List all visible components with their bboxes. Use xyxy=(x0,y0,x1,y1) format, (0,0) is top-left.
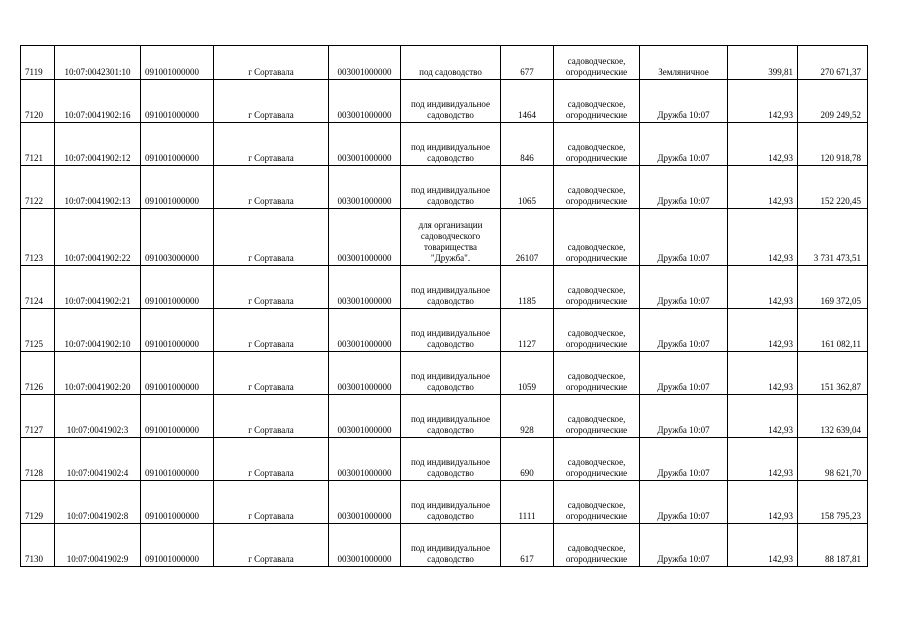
city-cell: г Сортавала xyxy=(214,80,329,123)
land-category-cell xyxy=(554,123,640,166)
area-cell: 846 xyxy=(501,123,554,166)
cadastral-number-cell: 10:07:0041902:8 xyxy=(55,481,141,524)
unit-price-cell: 142,93 xyxy=(728,438,798,481)
city-cell: г Сортавала xyxy=(214,524,329,567)
land-category-line: садоводческое, xyxy=(567,500,626,510)
land-category-line: огороднические xyxy=(565,153,628,163)
land-registry-table xyxy=(20,45,868,567)
location-cell: Дружба 10:07 xyxy=(640,166,728,209)
location-cell: Дружба 10:07 xyxy=(640,481,728,524)
code-cell: 003001000000 xyxy=(329,266,401,309)
permitted-use-line: садоводство xyxy=(427,153,474,163)
permitted-use-line: под индивидуальное xyxy=(410,371,491,381)
permitted-use-cell xyxy=(401,123,501,166)
land-category-line: огороднические xyxy=(565,67,628,77)
code-cell: 003001000000 xyxy=(329,123,401,166)
permitted-use-line: садоводство xyxy=(427,468,474,478)
okato-code-cell: 091001000000 xyxy=(141,438,214,481)
city-cell: г Сортавала xyxy=(214,352,329,395)
okato-code-cell: 091001000000 xyxy=(141,46,214,80)
cadastral-value-cell: 120 918,78 xyxy=(798,123,868,166)
area-cell: 928 xyxy=(501,395,554,438)
row-number-cell: 7127 xyxy=(21,395,55,438)
location-cell: Дружба 10:07 xyxy=(640,309,728,352)
land-category-line: садоводческое, xyxy=(567,56,626,66)
land-category-cell xyxy=(554,209,640,266)
unit-price-cell: 142,93 xyxy=(728,309,798,352)
area-cell: 26107 xyxy=(501,209,554,266)
row-number-cell: 7121 xyxy=(21,123,55,166)
area-cell: 690 xyxy=(501,438,554,481)
table-row xyxy=(21,46,868,80)
location-cell: Дружба 10:07 xyxy=(640,438,728,481)
land-category-cell xyxy=(554,46,640,80)
permitted-use-cell xyxy=(401,209,501,266)
city-cell: г Сортавала xyxy=(214,309,329,352)
permitted-use-line: для организации xyxy=(418,220,483,230)
table-row xyxy=(21,438,868,481)
land-category-line: огороднические xyxy=(565,425,628,435)
permitted-use-line: под индивидуальное xyxy=(410,185,491,195)
location-cell: Дружба 10:07 xyxy=(640,524,728,567)
permitted-use-cell xyxy=(401,395,501,438)
table-row xyxy=(21,166,868,209)
area-cell: 617 xyxy=(501,524,554,567)
table-row xyxy=(21,395,868,438)
unit-price-cell: 142,93 xyxy=(728,524,798,567)
permitted-use-line: садоводство xyxy=(427,511,474,521)
cadastral-number-cell: 10:07:0041902:12 xyxy=(55,123,141,166)
code-cell: 003001000000 xyxy=(329,438,401,481)
land-category-cell xyxy=(554,438,640,481)
row-number-cell: 7129 xyxy=(21,481,55,524)
cadastral-value-cell: 158 795,23 xyxy=(798,481,868,524)
area-cell: 1464 xyxy=(501,80,554,123)
permitted-use-cell xyxy=(401,166,501,209)
location-cell: Дружба 10:07 xyxy=(640,266,728,309)
row-number-cell: 7123 xyxy=(21,209,55,266)
permitted-use-cell xyxy=(401,309,501,352)
table-row xyxy=(21,524,868,567)
land-category-line: огороднические xyxy=(565,554,628,564)
land-category-line: садоводческое, xyxy=(567,371,626,381)
unit-price-cell: 142,93 xyxy=(728,481,798,524)
table-row xyxy=(21,209,868,266)
row-number-cell: 7120 xyxy=(21,80,55,123)
permitted-use-cell xyxy=(401,438,501,481)
row-number-cell: 7126 xyxy=(21,352,55,395)
land-category-line: садоводческое, xyxy=(567,285,626,295)
permitted-use-line: под индивидуальное xyxy=(410,285,491,295)
permitted-use-cell xyxy=(401,352,501,395)
land-category-line: огороднические xyxy=(565,339,628,349)
permitted-use-cell xyxy=(401,481,501,524)
area-cell: 1111 xyxy=(501,481,554,524)
okato-code-cell: 091001000000 xyxy=(141,123,214,166)
okato-code-cell: 091003000000 xyxy=(141,209,214,266)
permitted-use-cell xyxy=(401,46,501,80)
cadastral-value-cell: 209 249,52 xyxy=(798,80,868,123)
land-category-line: огороднические xyxy=(565,382,628,392)
table-row xyxy=(21,266,868,309)
unit-price-cell: 142,93 xyxy=(728,352,798,395)
city-cell: г Сортавала xyxy=(214,123,329,166)
land-category-line: садоводческое, xyxy=(567,328,626,338)
permitted-use-line: под индивидуальное xyxy=(410,543,491,553)
permitted-use-cell xyxy=(401,266,501,309)
city-cell: г Сортавала xyxy=(214,46,329,80)
location-cell: Дружба 10:07 xyxy=(640,395,728,438)
unit-price-cell: 142,93 xyxy=(728,123,798,166)
row-number-cell: 7119 xyxy=(21,46,55,80)
cadastral-value-cell: 3 731 473,51 xyxy=(798,209,868,266)
permitted-use-cell xyxy=(401,524,501,567)
land-category-cell xyxy=(554,395,640,438)
table-row xyxy=(21,123,868,166)
unit-price-cell: 142,93 xyxy=(728,166,798,209)
land-category-line: садоводческое, xyxy=(567,242,626,252)
okato-code-cell: 091001000000 xyxy=(141,395,214,438)
land-category-line: садоводческое, xyxy=(567,543,626,553)
code-cell: 003001000000 xyxy=(329,481,401,524)
cadastral-number-cell: 10:07:0041902:10 xyxy=(55,309,141,352)
table-row xyxy=(21,80,868,123)
land-category-line: огороднические xyxy=(565,296,628,306)
cadastral-value-cell: 151 362,87 xyxy=(798,352,868,395)
okato-code-cell: 091001000000 xyxy=(141,80,214,123)
land-category-line: садоводческое, xyxy=(567,99,626,109)
cadastral-value-cell: 152 220,45 xyxy=(798,166,868,209)
unit-price-cell: 142,93 xyxy=(728,209,798,266)
row-number-cell: 7122 xyxy=(21,166,55,209)
city-cell: г Сортавала xyxy=(214,209,329,266)
location-cell: Земляничное xyxy=(640,46,728,80)
cadastral-number-cell: 10:07:0041902:3 xyxy=(55,395,141,438)
area-cell: 1065 xyxy=(501,166,554,209)
permitted-use-line: под индивидуальное xyxy=(410,142,491,152)
unit-price-cell: 399,81 xyxy=(728,46,798,80)
cadastral-value-cell: 270 671,37 xyxy=(798,46,868,80)
cadastral-number-cell: 10:07:0041902:20 xyxy=(55,352,141,395)
land-category-cell xyxy=(554,481,640,524)
code-cell: 003001000000 xyxy=(329,209,401,266)
okato-code-cell: 091001000000 xyxy=(141,266,214,309)
cadastral-number-cell: 10:07:0041902:16 xyxy=(55,80,141,123)
permitted-use-line: садоводство xyxy=(427,382,474,392)
area-cell: 1127 xyxy=(501,309,554,352)
land-category-line: огороднические xyxy=(565,468,628,478)
permitted-use-line: садоводство xyxy=(427,196,474,206)
location-cell: Дружба 10:07 xyxy=(640,123,728,166)
row-number-cell: 7130 xyxy=(21,524,55,567)
okato-code-cell: 091001000000 xyxy=(141,309,214,352)
code-cell: 003001000000 xyxy=(329,80,401,123)
city-cell: г Сортавала xyxy=(214,481,329,524)
cadastral-value-cell: 169 372,05 xyxy=(798,266,868,309)
code-cell: 003001000000 xyxy=(329,395,401,438)
row-number-cell: 7125 xyxy=(21,309,55,352)
land-category-cell xyxy=(554,524,640,567)
unit-price-cell: 142,93 xyxy=(728,266,798,309)
permitted-use-line: садоводство xyxy=(427,110,474,120)
okato-code-cell: 091001000000 xyxy=(141,481,214,524)
table-body xyxy=(21,46,868,567)
unit-price-cell: 142,93 xyxy=(728,395,798,438)
row-number-cell: 7124 xyxy=(21,266,55,309)
code-cell: 003001000000 xyxy=(329,309,401,352)
land-category-cell xyxy=(554,352,640,395)
permitted-use-cell xyxy=(401,80,501,123)
permitted-use-line: под индивидуальное xyxy=(410,414,491,424)
location-cell: Дружба 10:07 xyxy=(640,352,728,395)
land-category-cell xyxy=(554,309,640,352)
cadastral-number-cell: 10:07:0041902:9 xyxy=(55,524,141,567)
area-cell: 677 xyxy=(501,46,554,80)
okato-code-cell: 091001000000 xyxy=(141,166,214,209)
cadastral-number-cell: 10:07:0041902:4 xyxy=(55,438,141,481)
code-cell: 003001000000 xyxy=(329,46,401,80)
cadastral-value-cell: 132 639,04 xyxy=(798,395,868,438)
city-cell: г Сортавала xyxy=(214,395,329,438)
cadastral-value-cell: 88 187,81 xyxy=(798,524,868,567)
city-cell: г Сортавала xyxy=(214,166,329,209)
okato-code-cell: 091001000000 xyxy=(141,352,214,395)
city-cell: г Сортавала xyxy=(214,438,329,481)
city-cell: г Сортавала xyxy=(214,266,329,309)
land-category-line: садоводческое, xyxy=(567,185,626,195)
land-category-line: садоводческое, xyxy=(567,414,626,424)
permitted-use-line: садоводство xyxy=(427,339,474,349)
permitted-use-line: "Дружба". xyxy=(430,253,471,263)
land-category-cell xyxy=(554,80,640,123)
permitted-use-line: садоводство xyxy=(427,554,474,564)
permitted-use-line: под индивидуальное xyxy=(410,99,491,109)
cadastral-number-cell: 10:07:0041902:21 xyxy=(55,266,141,309)
code-cell: 003001000000 xyxy=(329,166,401,209)
land-category-line: огороднические xyxy=(565,253,628,263)
land-category-line: огороднические xyxy=(565,196,628,206)
table-row xyxy=(21,352,868,395)
area-cell: 1059 xyxy=(501,352,554,395)
table-row xyxy=(21,309,868,352)
permitted-use-line: садоводческого xyxy=(420,231,481,241)
permitted-use-line: под садоводство xyxy=(419,67,482,77)
permitted-use-line: под индивидуальное xyxy=(410,457,491,467)
area-cell: 1185 xyxy=(501,266,554,309)
code-cell: 003001000000 xyxy=(329,524,401,567)
land-category-line: огороднические xyxy=(565,110,628,120)
cadastral-number-cell: 10:07:0041902:22 xyxy=(55,209,141,266)
permitted-use-line: под индивидуальное xyxy=(410,328,491,338)
permitted-use-line: садоводство xyxy=(427,296,474,306)
land-category-cell xyxy=(554,166,640,209)
row-number-cell: 7128 xyxy=(21,438,55,481)
cadastral-value-cell: 161 082,11 xyxy=(798,309,868,352)
land-category-line: садоводческое, xyxy=(567,142,626,152)
permitted-use-line: садоводство xyxy=(427,425,474,435)
cadastral-number-cell: 10:07:0041902:13 xyxy=(55,166,141,209)
permitted-use-line: под индивидуальное xyxy=(410,500,491,510)
location-cell: Дружба 10:07 xyxy=(640,80,728,123)
cadastral-number-cell: 10:07:0042301:10 xyxy=(55,46,141,80)
code-cell: 003001000000 xyxy=(329,352,401,395)
land-category-cell xyxy=(554,266,640,309)
land-category-line: садоводческое, xyxy=(567,457,626,467)
permitted-use-line: товарищества xyxy=(424,242,477,252)
okato-code-cell: 091001000000 xyxy=(141,524,214,567)
cadastral-value-cell: 98 621,70 xyxy=(798,438,868,481)
unit-price-cell: 142,93 xyxy=(728,80,798,123)
table-row xyxy=(21,481,868,524)
location-cell: Дружба 10:07 xyxy=(640,209,728,266)
land-category-line: огороднические xyxy=(565,511,628,521)
